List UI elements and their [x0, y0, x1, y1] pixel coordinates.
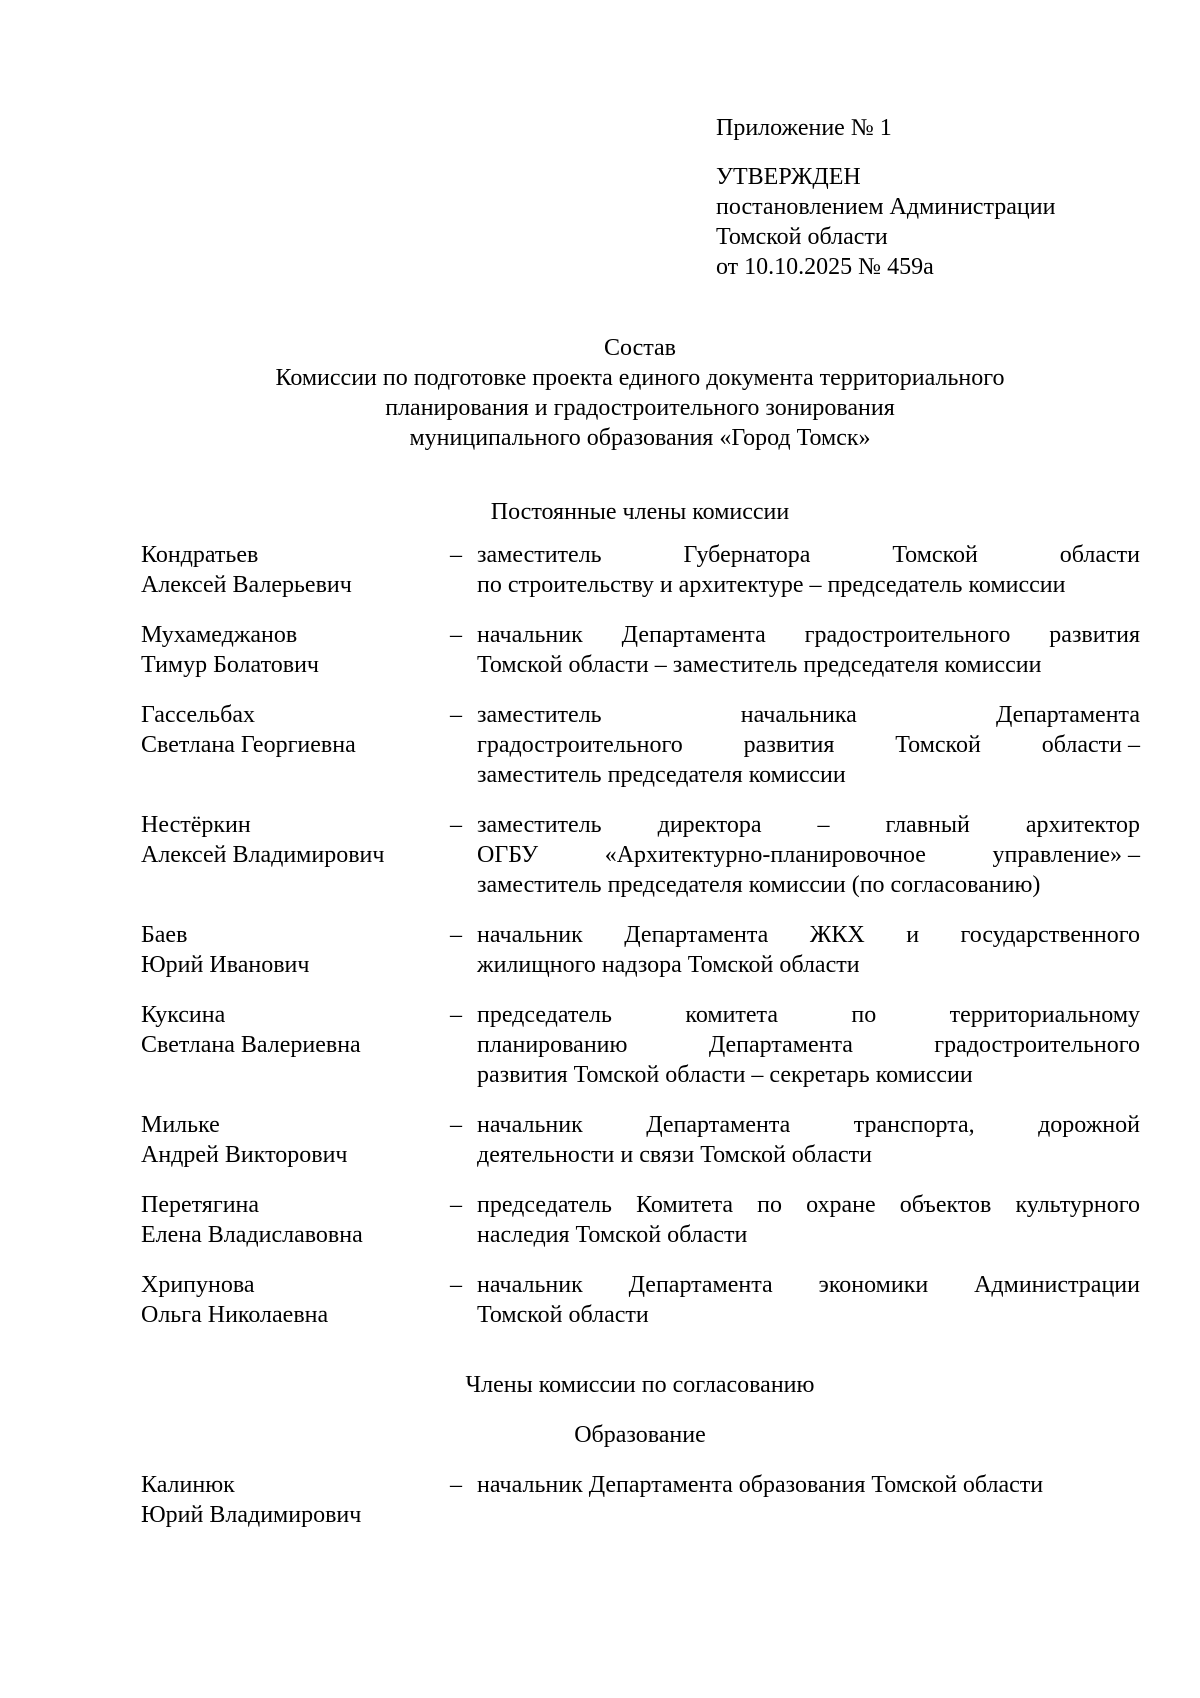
- member-role: [477, 1470, 1140, 1500]
- member-dash: –: [450, 922, 462, 948]
- member-surname: Перетягина: [141, 1192, 260, 1218]
- member-surname: Нестёркин: [141, 812, 251, 838]
- member-given-name: Юрий Владимирович: [141, 1502, 362, 1528]
- member-entry: [141, 1470, 1141, 1570]
- member-role: [477, 620, 1140, 680]
- appendix-label: Приложение № 1: [716, 115, 892, 141]
- member-role: [477, 1270, 1140, 1330]
- member-dash: –: [450, 1112, 462, 1138]
- member-role: [477, 810, 1140, 900]
- member-given-name: Тимур Болатович: [141, 652, 319, 678]
- role-word: развития: [1049, 622, 1140, 648]
- member-entry: [141, 1270, 1141, 1370]
- member-surname: Калинюк: [141, 1472, 235, 1498]
- member-surname: Кондратьев: [141, 542, 259, 568]
- member-given-name: Алексей Владимирович: [141, 842, 385, 868]
- member-role: [477, 540, 1140, 600]
- role-word: наследия Томской области: [477, 1222, 748, 1248]
- heading-title: Состав: [603, 335, 677, 361]
- document-heading: [140, 333, 1140, 453]
- member-surname: Хрипунова: [141, 1272, 255, 1298]
- member-name: [141, 1190, 441, 1250]
- role-word: Департамента: [995, 702, 1140, 728]
- role-word: Томской: [892, 542, 978, 568]
- member-dash: –: [450, 1272, 462, 1298]
- role-word: планированию: [477, 1032, 628, 1058]
- role-word: экономики: [818, 1272, 929, 1298]
- role-line: [477, 1470, 1140, 1500]
- role-word: области: [1059, 542, 1140, 568]
- role-word: градостроительного: [934, 1032, 1140, 1058]
- role-word: Администрации: [974, 1272, 1140, 1298]
- role-line: [477, 840, 1140, 870]
- member-entry: [141, 1000, 1141, 1100]
- member-dash: –: [450, 622, 462, 648]
- role-word: заместитель: [477, 702, 602, 728]
- role-line: [477, 730, 1140, 760]
- role-line: [477, 870, 1140, 900]
- role-word: развития Томской области – секретарь комиссии: [477, 1062, 973, 1088]
- role-line: [477, 700, 1140, 730]
- member-name: [141, 1470, 441, 1530]
- role-word: Департамента: [624, 922, 769, 948]
- role-word: заместитель председателя комиссии (по согласованию): [477, 872, 1041, 898]
- role-word: управление» –: [992, 842, 1140, 868]
- role-word: транспорта,: [853, 1112, 975, 1138]
- role-word: Департамента: [708, 1032, 853, 1058]
- approval-block: [716, 113, 1156, 282]
- member-given-name: Юрий Иванович: [141, 952, 310, 978]
- role-word: ОГБУ: [477, 842, 539, 868]
- role-word: по: [757, 1192, 783, 1218]
- role-line: [477, 1110, 1140, 1140]
- role-line: [477, 570, 1140, 600]
- role-line: [477, 1000, 1140, 1030]
- role-word: градостроительного: [477, 732, 683, 758]
- role-line: [477, 540, 1140, 570]
- member-dash: –: [450, 702, 462, 728]
- member-surname: Гассельбах: [141, 702, 255, 728]
- member-surname: Мильке: [141, 1112, 220, 1138]
- approval-line: от 10.10.2025 № 459а: [716, 254, 934, 280]
- member-dash: –: [450, 1002, 462, 1028]
- heading-line: муниципального образования «Город Томск»: [409, 425, 871, 451]
- role-word: по: [851, 1002, 877, 1028]
- role-word: Департамента: [621, 622, 766, 648]
- role-word: «Архитектурно-планировочное: [604, 842, 926, 868]
- role-word: ЖКХ: [809, 922, 865, 948]
- role-line: [477, 1190, 1140, 1220]
- role-line: [477, 1270, 1140, 1300]
- member-role: [477, 700, 1140, 790]
- member-surname: Куксина: [141, 1002, 226, 1028]
- role-word: архитектор: [1025, 812, 1140, 838]
- member-given-name: Светлана Валериевна: [141, 1032, 361, 1058]
- member-given-name: Андрей Викторович: [141, 1142, 348, 1168]
- role-line: [477, 1220, 1140, 1250]
- role-word: территориальному: [949, 1002, 1140, 1028]
- heading-line: планирования и градостроительного зонирования: [385, 395, 895, 421]
- role-word: градостроительного: [804, 622, 1011, 648]
- role-word: заместитель председателя комиссии: [477, 762, 846, 788]
- member-dash: –: [450, 812, 462, 838]
- section-title-permanent: Постоянные члены комиссии: [490, 499, 790, 525]
- role-word: председатель: [477, 1002, 612, 1028]
- role-word: начальник: [477, 922, 583, 948]
- role-word: начальника: [740, 702, 857, 728]
- role-word: комитета: [685, 1002, 778, 1028]
- member-name: [141, 920, 441, 980]
- role-word: деятельности и связи Томской области: [477, 1142, 873, 1168]
- role-word: председатель: [477, 1192, 612, 1218]
- role-word: Губернатора: [683, 542, 811, 568]
- member-role: [477, 920, 1140, 980]
- role-word: начальник: [477, 1272, 583, 1298]
- role-line: [477, 760, 1140, 790]
- member-name: [141, 700, 441, 760]
- member-given-name: Алексей Валерьевич: [141, 572, 352, 598]
- approval-title: УТВЕРЖДЕН: [716, 164, 861, 190]
- member-dash: –: [450, 1472, 462, 1498]
- role-word: –: [817, 812, 830, 838]
- role-word: начальник: [477, 622, 583, 648]
- role-word: жилищного надзора Томской области: [477, 952, 860, 978]
- member-entry: [141, 810, 1141, 910]
- approval-line: Томской области: [716, 224, 888, 250]
- section-title-education: Образование: [574, 1422, 706, 1448]
- role-word: заместитель: [477, 812, 602, 838]
- role-line: [477, 950, 1140, 980]
- member-name: [141, 1000, 441, 1060]
- role-word: объектов: [899, 1192, 992, 1218]
- role-word: главный: [885, 812, 970, 838]
- member-surname: Баев: [141, 922, 188, 948]
- role-word: и: [906, 922, 920, 948]
- member-entry: [141, 700, 1141, 800]
- role-word: области –: [1041, 732, 1140, 758]
- role-line: [477, 1140, 1140, 1170]
- role-line: [477, 920, 1140, 950]
- member-role: [477, 1110, 1140, 1170]
- member-dash: –: [450, 542, 462, 568]
- heading-line: Комиссии по подготовке проекта единого документа территориального: [275, 365, 1005, 391]
- member-role: [477, 1190, 1140, 1250]
- section-title-by-agreement: Члены комиссии по согласованию: [465, 1372, 815, 1398]
- member-given-name: Ольга Николаевна: [141, 1302, 329, 1328]
- role-line: [477, 1030, 1140, 1060]
- role-word: директора: [657, 812, 762, 838]
- role-word: заместитель: [477, 542, 602, 568]
- member-surname: Мухамеджанов: [141, 622, 298, 648]
- role-word: Департамента: [628, 1272, 773, 1298]
- role-line: [477, 650, 1140, 680]
- member-dash: –: [450, 1192, 462, 1218]
- role-word: начальник: [477, 1112, 583, 1138]
- role-line: [477, 620, 1140, 650]
- approval-line: постановлением Администрации: [716, 194, 1056, 220]
- role-word: начальник Департамента образования Томской области: [477, 1472, 1044, 1498]
- role-word: Томской области – заместитель председателя комиссии: [477, 652, 1042, 678]
- member-name: [141, 620, 441, 680]
- member-name: [141, 540, 441, 600]
- role-word: культурного: [1015, 1192, 1140, 1218]
- role-line: [477, 1060, 1140, 1090]
- member-name: [141, 1270, 441, 1330]
- member-name: [141, 810, 441, 870]
- role-word: по строительству и архитектуре – председатель комиссии: [477, 572, 1066, 598]
- role-line: [477, 1300, 1140, 1330]
- role-word: государственного: [960, 922, 1140, 948]
- member-given-name: Светлана Георгиевна: [141, 732, 356, 758]
- role-word: Комитета: [636, 1192, 734, 1218]
- member-name: [141, 1110, 441, 1170]
- member-role: [477, 1000, 1140, 1090]
- role-word: развития: [743, 732, 835, 758]
- role-word: дорожной: [1038, 1112, 1140, 1138]
- member-given-name: Елена Владиславовна: [141, 1222, 363, 1248]
- role-line: [477, 810, 1140, 840]
- role-word: Департамента: [646, 1112, 791, 1138]
- role-word: Томской: [895, 732, 981, 758]
- role-word: охране: [806, 1192, 876, 1218]
- role-word: Томской области: [477, 1302, 649, 1328]
